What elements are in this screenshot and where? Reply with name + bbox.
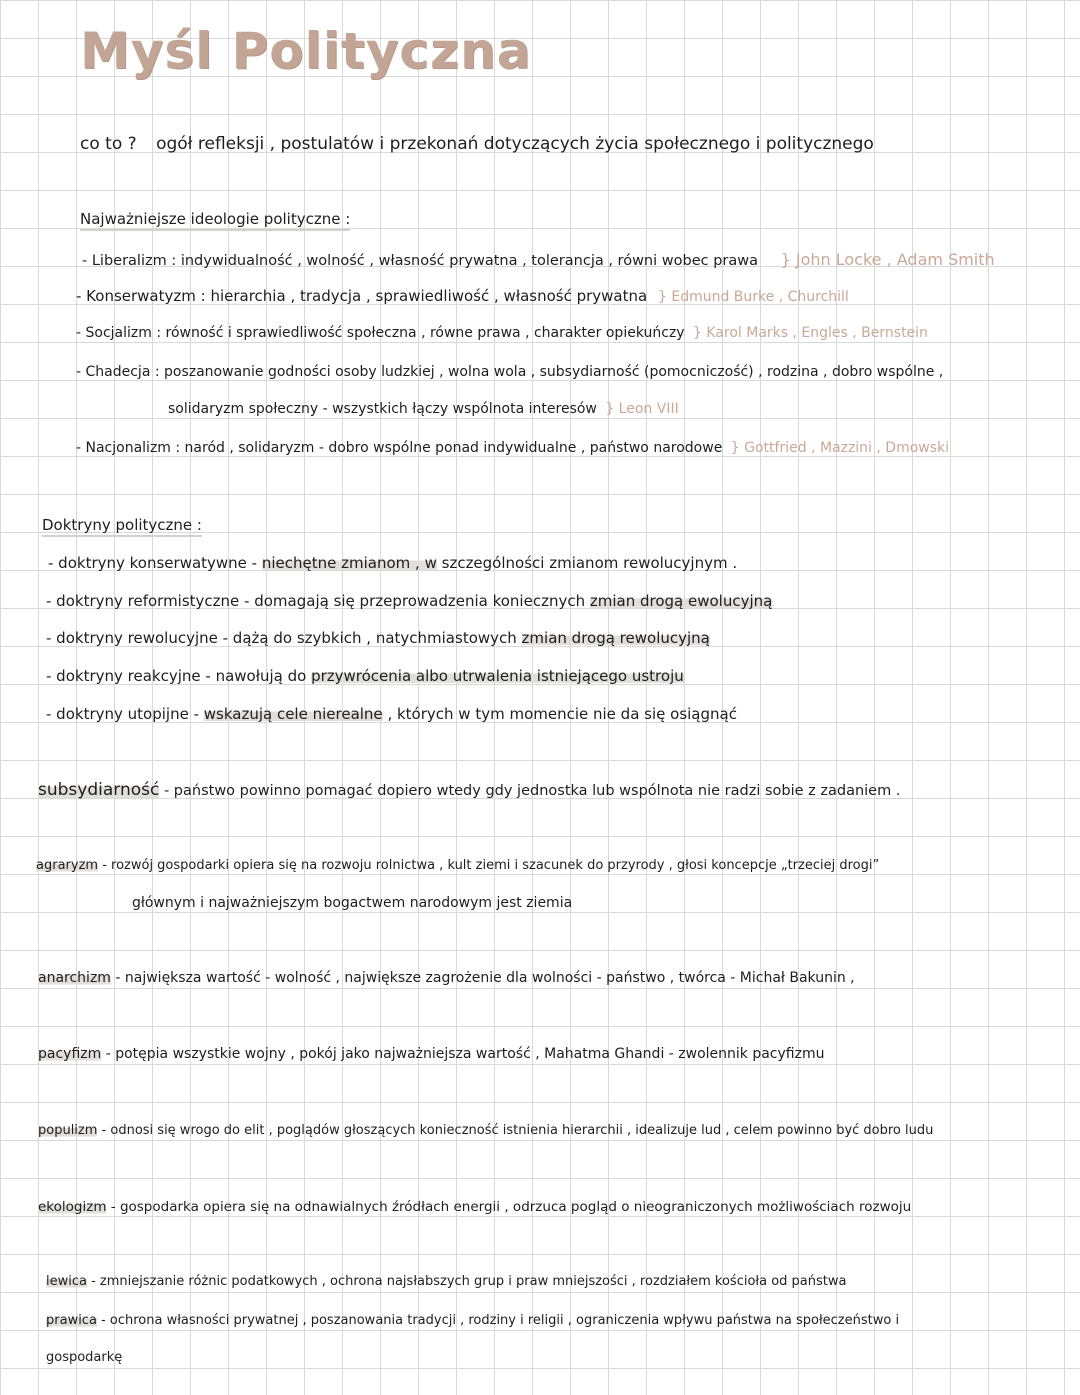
def-text: - ochrona własności prywatnej , poszanowania tradycji , rodziny i religii , ograniczenia wpływu państwa na społeczeństwo i	[96, 1313, 900, 1328]
doctrine-text-rest: , których w tym momencie nie da się osiągnąć	[382, 705, 737, 723]
def-text: - potępia wszystkie wojny , pokój jako najważniejsza wartość , Mahatma Ghandi - zwolennik pacyfizmu	[101, 1046, 825, 1062]
ideology-authors: } Karol Marks , Engles , Bernstein	[693, 325, 928, 341]
doctrines-heading	[42, 516, 202, 534]
term-anarchism: anarchizm	[38, 970, 111, 986]
ideology-authors: } John Locke , Adam Smith	[780, 250, 995, 269]
doctrine-highlight: wskazują cele nierealne	[203, 705, 383, 723]
page-title: Myśl Polityczna	[80, 22, 532, 80]
doctrine-text: - doktryny reakcyjne - nawołują do	[46, 667, 312, 685]
ideology-text: solidaryzm społeczny - wszystkich łączy wspólnota interesów	[168, 401, 597, 417]
def-text: - największa wartość - wolność , największe zagrożenie dla wolności - państwo , twórca - Michał Bakunin ,	[110, 970, 855, 986]
term-right: prawica	[46, 1313, 97, 1328]
ideologies-heading-text: Najważniejsze ideologie polityczne :	[80, 210, 350, 231]
ideology-conservatism	[76, 287, 849, 305]
doctrine-highlight: zmian drogą ewolucyjną	[589, 592, 773, 610]
def-pacifism	[38, 1046, 824, 1062]
ideology-authors: } Edmund Burke , Churchill	[658, 289, 849, 305]
ideology-socialism	[76, 325, 928, 341]
def-left	[46, 1274, 846, 1289]
def-text: głównym i najważniejszym bogactwem narodowym jest ziemia	[132, 895, 573, 911]
def-text: - odnosi się wrogo do elit , poglądów głoszących konieczność istnienia hierarchii , idealizuje lud , celem powinno być dobro ludu	[97, 1123, 934, 1138]
def-subsidiarity	[38, 780, 900, 800]
doctrine-highlight: niechętne zmianom , w	[261, 554, 437, 572]
def-right-cont	[46, 1350, 122, 1365]
doctrine-text-rest: szczególności zmianom rewolucyjnym .	[436, 554, 738, 572]
def-ecologism	[38, 1199, 911, 1215]
ideology-text: - Nacjonalizm : naród , solidaryzm - dobro wspólne ponad indywidualne , państwo narodowe	[76, 440, 723, 456]
doctrine-revolutionary	[46, 629, 710, 647]
ideology-authors: } Leon VIII	[605, 401, 679, 417]
term-left: lewica	[46, 1274, 87, 1289]
doctrine-highlight: przywrócenia albo utrwalenia istniejącego ustroju	[311, 667, 684, 685]
def-right	[46, 1313, 899, 1328]
ideology-text: - Konserwatyzm : hierarchia , tradycja , sprawiedliwość , własność prywatna	[76, 287, 648, 305]
ideology-text: - Chadecja : poszanowanie godności osoby ludzkiej , wolna wola , subsydiarność (pomocniczość) , rodzina , dobro wspólne ,	[76, 364, 944, 380]
term-pacifism: pacyfizm	[38, 1046, 102, 1062]
ideologies-heading	[80, 210, 350, 228]
doctrine-text: - doktryny rewolucyjne - dążą do szybkich , natychmiastowych	[46, 629, 522, 647]
ideology-text: - Socjalizm : równość i sprawiedliwość społeczna , równe prawa , charakter opiekuńczy	[76, 325, 685, 341]
def-text: - gospodarka opiera się na odnawialnych źródłach energii , odrzuca pogląd o nieograniczonych możliwościach rozwoju	[106, 1199, 912, 1215]
doctrine-utopian	[46, 705, 737, 723]
term-ecologism: ekologizm	[38, 1199, 107, 1215]
def-text: - zmniejszanie różnic podatkowych , ochrona najsłabszych grup i praw mniejszości , rozdziałem kościoła od państwa	[86, 1274, 847, 1289]
ideology-text: - Liberalizm : indywidualność , wolność , własność prywatna , tolerancja , równi wobec prawa	[82, 253, 758, 269]
ideology-nationalism	[76, 440, 949, 456]
term-agrarianism: agraryzm	[36, 858, 99, 873]
doctrine-conservative	[48, 554, 737, 572]
def-text: - państwo powinno pomagać dopiero wtedy gdy jednostka lub wspólnota nie radzi sobie z zadaniem .	[159, 783, 901, 799]
doctrine-text: - doktryny reformistyczne - domagają się przeprowadzenia koniecznych	[46, 592, 590, 610]
ideology-liberalism	[82, 250, 995, 269]
doctrine-reformist	[46, 592, 772, 610]
def-agrarianism	[36, 858, 879, 873]
doctrine-text: - doktryny utopijne -	[46, 705, 204, 723]
doctrine-highlight: zmian drogą rewolucyjną	[521, 629, 710, 647]
def-populism	[38, 1123, 933, 1138]
def-text: - rozwój gospodarki opiera się na rozwoju rolnictwa , kult ziemi i szacunek do przyrody , głosi koncepcje „trzeciej drogi”	[98, 858, 880, 873]
intro-line	[80, 134, 874, 154]
doctrine-reactionary	[46, 667, 684, 685]
term-populism: populizm	[38, 1123, 98, 1138]
ideology-christian-democracy	[76, 364, 943, 380]
doctrine-text: - doktryny konserwatywne -	[48, 554, 262, 572]
doctrines-heading-text: Doktryny polityczne :	[42, 516, 202, 537]
intro-question: co to ?	[80, 134, 137, 154]
intro-definition: ogół refleksji , postulatów i przekonań dotyczących życia społecznego i politycznego	[156, 134, 874, 154]
def-agrarianism-cont	[132, 895, 572, 911]
term-subsidiarity: subsydiarność	[38, 780, 160, 800]
ideology-authors: } Gottfried , Mazzini , Dmowski	[730, 440, 950, 456]
ideology-christian-democracy-cont	[168, 401, 679, 417]
def-text: gospodarkę	[46, 1350, 123, 1365]
def-anarchism	[38, 970, 855, 986]
